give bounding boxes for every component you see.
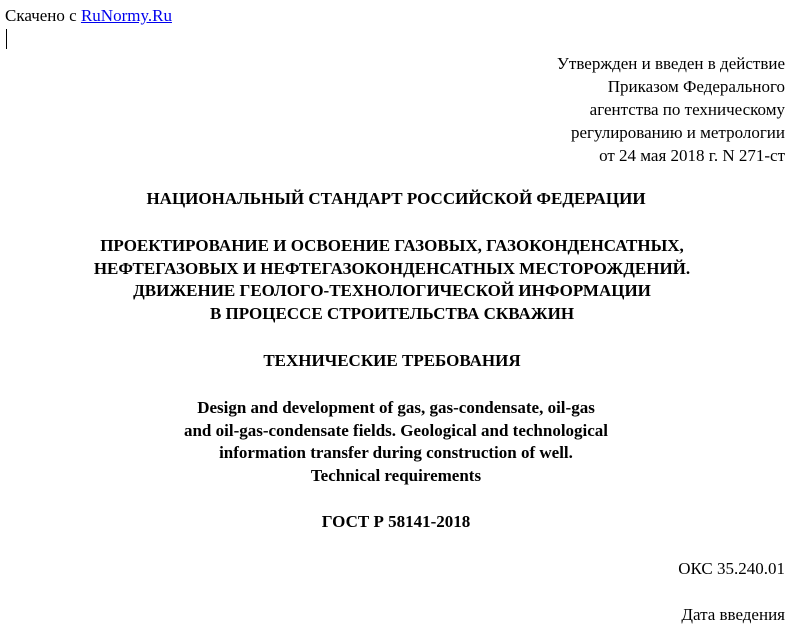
main-title-line: НЕФТЕГАЗОВЫХ И НЕФТЕГАЗОКОНДЕНСАТНЫХ МЕСТОРОЖДЕНИЙ. — [93, 258, 691, 278]
approval-line: от 24 мая 2018 г. N 271-ст — [599, 146, 785, 165]
english-title-line: and oil-gas-condensate fields. Geological and technological — [183, 420, 609, 440]
english-title — [0, 397, 792, 487]
approval-line: Утвержден и введен в действие — [556, 54, 785, 73]
main-title-line: В ПРОЦЕССЕ СТРОИТЕЛЬСТВА СКВАЖИН — [209, 303, 575, 323]
main-title — [0, 235, 788, 325]
source-prefix: Скачено с — [5, 6, 77, 25]
approval-line: агентства по техническому — [589, 100, 785, 119]
source-link[interactable]: RuNormy.Ru — [80, 6, 172, 25]
approval-line: Приказом Федерального — [607, 77, 785, 96]
english-title-line: Technical requirements — [310, 465, 482, 485]
technical-requirements-heading: ТЕХНИЧЕСКИЕ ТРЕБОВАНИЯ — [263, 351, 521, 370]
approval-block — [557, 52, 785, 167]
main-title-line: ПРОЕКТИРОВАНИЕ И ОСВОЕНИЕ ГАЗОВЫХ, ГАЗОКОНДЕНСАТНЫХ, — [100, 236, 684, 255]
oks-code: ОКС 35.240.01 — [678, 559, 785, 578]
introduction-date-label: Дата введения — [681, 605, 785, 624]
text-cursor — [6, 29, 7, 49]
gost-number: ГОСТ Р 58141-2018 — [321, 512, 471, 531]
approval-line: регулированию и метрологии — [570, 123, 785, 142]
source-line — [5, 6, 172, 26]
standard-title: НАЦИОНАЛЬНЫЙ СТАНДАРТ РОССИЙСКОЙ ФЕДЕРАЦИИ — [146, 189, 646, 208]
english-title-line: information transfer during construction of well. — [219, 443, 573, 462]
english-title-line: Design and development of gas, gas-condensate, oil-gas — [197, 398, 595, 417]
main-title-line: ДВИЖЕНИЕ ГЕОЛОГО-ТЕХНОЛОГИЧЕСКОЙ ИНФОРМАЦИИ — [133, 281, 651, 300]
